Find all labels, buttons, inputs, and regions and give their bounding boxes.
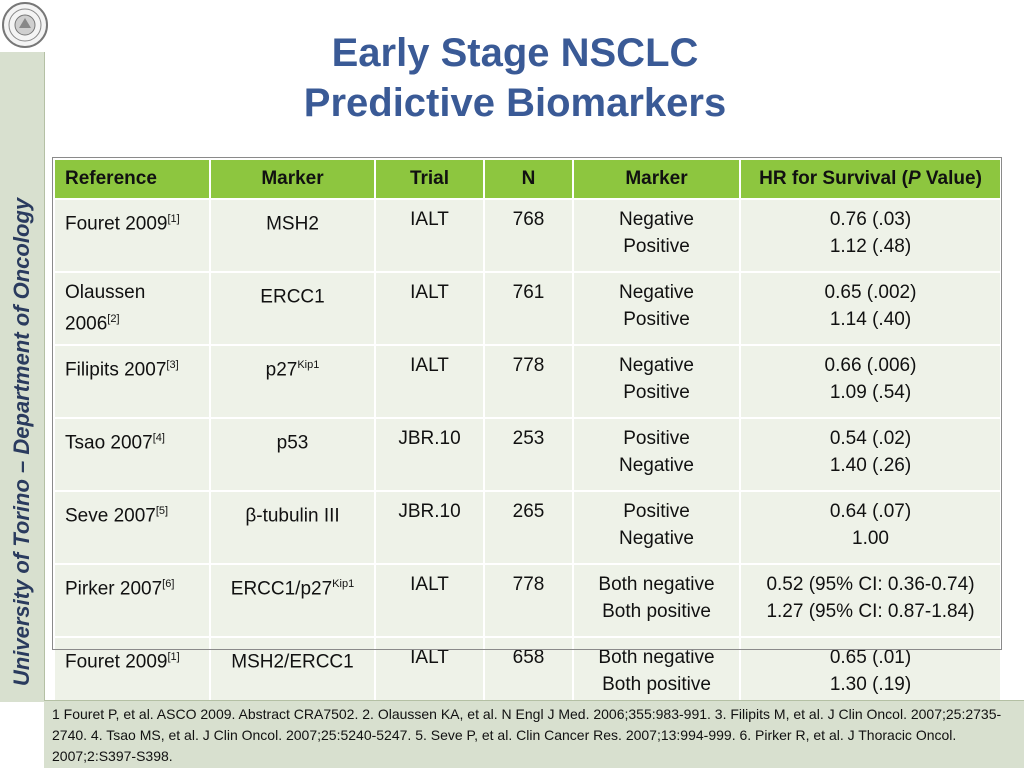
header-reference: Reference xyxy=(54,159,210,199)
header-hr-prefix: HR for Survival ( xyxy=(759,168,908,189)
cell-reference xyxy=(54,345,210,418)
status-line-2: Positive xyxy=(623,236,690,257)
marker-text: p53 xyxy=(276,432,309,454)
status-line-1: Negative xyxy=(619,282,694,303)
cell-reference xyxy=(54,272,210,345)
header-marker-status: Marker xyxy=(573,159,740,199)
title-line-2: Predictive Biomarkers xyxy=(303,81,727,125)
header-n: N xyxy=(484,159,573,199)
hr-line-2: 1.09 (.54) xyxy=(829,382,912,403)
hr-line-2: 1.12 (.48) xyxy=(829,236,912,257)
status-line-1: Negative xyxy=(619,209,694,230)
status-line-2: Positive xyxy=(623,382,690,403)
reference-text: Filipits 2007 xyxy=(65,359,167,381)
cell-reference xyxy=(54,491,210,564)
hr-line-2: 1.30 (.19) xyxy=(829,674,912,695)
reference-citation: [3] xyxy=(166,359,179,371)
status-line-2: Negative xyxy=(619,455,694,476)
table-row xyxy=(54,199,1001,272)
marker-text: ERCC1/p27 xyxy=(230,578,333,600)
cell-marker-status xyxy=(573,491,740,564)
hr-line-2: 1.40 (.26) xyxy=(829,455,912,476)
status-line-2: Both positive xyxy=(602,601,711,622)
header-marker: Marker xyxy=(210,159,375,199)
reference-citation: [4] xyxy=(152,432,165,444)
reference-text: Pirker 2007 xyxy=(65,578,163,600)
cell-reference xyxy=(54,418,210,491)
reference-citation: [6] xyxy=(162,578,175,590)
reference-citation: [1] xyxy=(167,213,180,225)
reference-text: Tsao 2007 xyxy=(65,432,153,454)
marker-superscript: Kip1 xyxy=(297,359,320,371)
table-row xyxy=(54,345,1001,418)
cell-n: 768 xyxy=(484,199,573,272)
reference-citation: [5] xyxy=(155,505,169,517)
marker-superscript: Kip1 xyxy=(332,578,355,590)
status-line-1: Positive xyxy=(623,501,690,522)
cell-marker xyxy=(210,345,375,418)
table-header-row xyxy=(54,159,1001,199)
cell-n: 658 xyxy=(484,637,573,710)
status-line-1: Both negative xyxy=(598,647,715,668)
marker-text: ERCC1 xyxy=(260,286,325,308)
cell-reference xyxy=(54,564,210,637)
header-hr-suffix: Value) xyxy=(920,168,982,189)
cell-marker xyxy=(210,199,375,272)
cell-reference xyxy=(54,199,210,272)
cell-trial: IALT xyxy=(375,199,484,272)
marker-text: β-tubulin III xyxy=(245,505,340,527)
cell-marker-status xyxy=(573,199,740,272)
cell-marker xyxy=(210,491,375,564)
marker-text: MSH2/ERCC1 xyxy=(231,651,354,673)
table-row xyxy=(54,272,1001,345)
hr-line-1: 0.76 (.03) xyxy=(829,209,912,230)
cell-n: 253 xyxy=(484,418,573,491)
cell-hr xyxy=(740,491,1001,564)
header-hr xyxy=(740,159,1001,199)
status-line-2: Negative xyxy=(619,528,694,549)
cell-n: 761 xyxy=(484,272,573,345)
table-row xyxy=(54,491,1001,564)
header-hr-p: P xyxy=(907,168,921,189)
reference-text: Seve 2007 xyxy=(65,505,156,527)
cell-marker xyxy=(210,272,375,345)
hr-line-1: 0.52 (95% CI: 0.36-0.74) xyxy=(766,574,975,595)
references-footer: 1 Fouret P, et al. ASCO 2009. Abstract CRA7502. 2. Olaussen KA, et al. N Engl J Med. 2006;355:983-991. 3. Filipits M, et al. J Clin Oncol. 2007;25:2735-2740. 4. Tsao MS, et al. J Clin Oncol. 2007;25:5240-5247. 5. Seve P, et al. Clin Cancer Res. 2007;13:994-999. 6. Pirker R, et al. J Thoracic Oncol. 2007;2:S397-S398. xyxy=(44,700,1024,768)
hr-line-2: 1.00 xyxy=(852,528,889,549)
table-row xyxy=(54,418,1001,491)
cell-hr xyxy=(740,564,1001,637)
page-title xyxy=(200,28,830,128)
cell-n: 778 xyxy=(484,564,573,637)
cell-hr xyxy=(740,272,1001,345)
cell-hr xyxy=(740,345,1001,418)
reference-citation: [2] xyxy=(107,313,120,325)
hr-line-2: 1.14 (.40) xyxy=(829,309,912,330)
hr-line-1: 0.66 (.006) xyxy=(824,355,917,376)
cell-trial: JBR.10 xyxy=(375,418,484,491)
hr-line-1: 0.65 (.002) xyxy=(824,282,917,303)
status-line-1: Both negative xyxy=(598,574,715,595)
cell-marker xyxy=(210,418,375,491)
hr-line-2: 1.27 (95% CI: 0.87-1.84) xyxy=(766,601,975,622)
university-seal-icon xyxy=(1,1,49,49)
status-line-1: Negative xyxy=(619,355,694,376)
reference-text: Fouret 2009 xyxy=(65,213,168,235)
hr-line-1: 0.65 (.01) xyxy=(829,647,912,668)
cell-hr xyxy=(740,199,1001,272)
cell-marker-status xyxy=(573,418,740,491)
cell-n: 265 xyxy=(484,491,573,564)
biomarker-table xyxy=(53,158,1002,711)
hr-line-1: 0.64 (.07) xyxy=(829,501,912,522)
status-line-1: Positive xyxy=(623,428,690,449)
status-line-2: Positive xyxy=(623,309,690,330)
reference-citation: [1] xyxy=(167,651,180,663)
reference-text: Fouret 2009 xyxy=(65,651,168,673)
reference-text: Olaussen 2006 xyxy=(65,282,146,335)
marker-text: p27 xyxy=(265,359,298,381)
cell-trial: IALT xyxy=(375,637,484,710)
cell-marker-status xyxy=(573,345,740,418)
hr-line-1: 0.54 (.02) xyxy=(829,428,912,449)
cell-hr xyxy=(740,418,1001,491)
cell-marker-status xyxy=(573,272,740,345)
cell-trial: JBR.10 xyxy=(375,491,484,564)
cell-trial: IALT xyxy=(375,345,484,418)
cell-marker-status xyxy=(573,564,740,637)
status-line-2: Both positive xyxy=(602,674,711,695)
title-line-1: Early Stage NSCLC xyxy=(331,31,699,75)
cell-marker xyxy=(210,564,375,637)
cell-trial: IALT xyxy=(375,272,484,345)
table-row xyxy=(54,564,1001,637)
sidebar-band xyxy=(0,52,45,702)
cell-n: 778 xyxy=(484,345,573,418)
header-trial: Trial xyxy=(375,159,484,199)
sidebar-label: University of Torino – Department of Oncology xyxy=(9,197,34,687)
marker-text: MSH2 xyxy=(266,213,319,235)
cell-trial: IALT xyxy=(375,564,484,637)
